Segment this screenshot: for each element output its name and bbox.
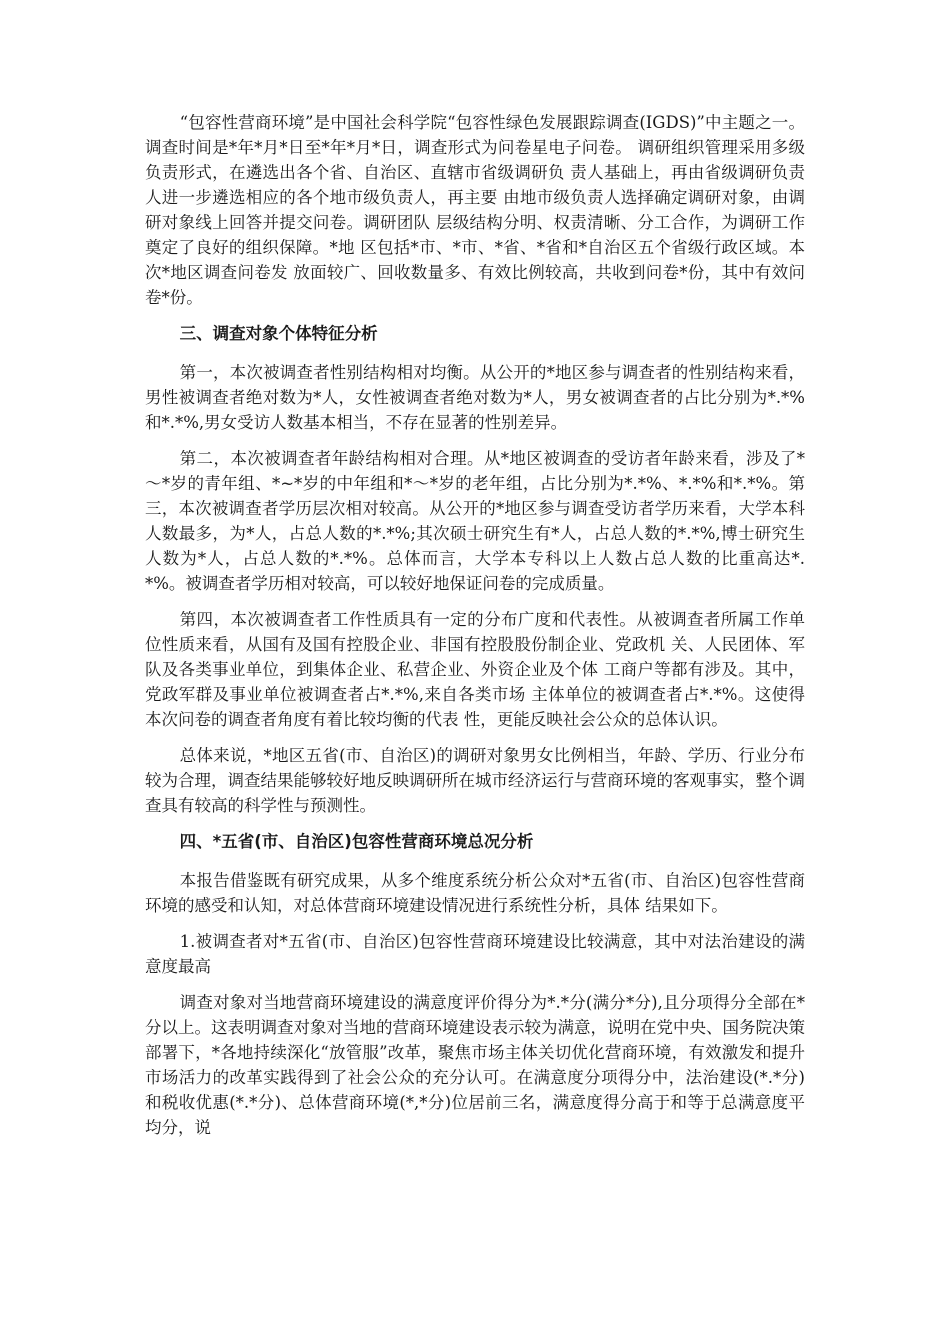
paragraph-summary: 总体来说，*地区五省(市、自治区)的调研对象男女比例相当，年龄、学历、行业分布较为合理，调查结果能够较好地反映调研所在城市经济运行与营商环境的客观事实，整个调查具有较高的科学性与预测性。 <box>145 746 805 815</box>
paragraph-age-education: 第二，本次被调查者年龄结构相对合理。从*地区被调查的受访者年龄来看，涉及了*～*岁的青年组、*~*岁的中年组和*～*岁的老年组，占比分别为*.*%、*.*%和*.*%。第三，本次被调查者学历层次相对较高。从公开的*地区参与调查受访者学历来看，大学本科人数最多，为*人，占总人数的*.*%;其次硕士研究生有*人，占总人数的*.*%,博士研究生人数为*人，占总人数的*.*%。总体而言，大学本专科以上人数占总人数的比重高达*.*%。被调查者学历相对较高，可以较好地保证问卷的完成质量。 <box>145 449 805 593</box>
paragraph-report-method: 本报告借鉴既有研究成果，从多个维度系统分析公众对*五省(市、自治区)包容性营商环境的感受和认知，对总体营商环境建设情况进行系统性分析，具体 结果如下。 <box>145 871 805 915</box>
paragraph-occupation: 第四，本次被调查者工作性质具有一定的分布广度和代表性。从被调查者所属工作单位性质来看，从国有及国有控股企业、非国有控股股份制企业、党政机 关、人民团体、军队及各类事业单位，到集体企业、私营企业、外资企业及个体 工商户等都有涉及。其中，党政军群及事业单位被调查者占*.*%,来自各类市场 主体单位的被调查者占*.*%。这使得本次问卷的调查者角度有着比较均衡的代表 性，更能反映社会公众的总体认识。 <box>145 610 805 729</box>
heading-section-4: 四、*五省(市、自治区)包容性营商环境总况分析 <box>179 832 534 851</box>
paragraph-survey-intro: “包容性营商环境”是中国社会科学院“包容性绿色发展跟踪调查(IGDS)”中主题之一。调查时间是*年*月*日至*年*月*日，调查形式为问卷星电子问卷。 调研组织管理采用多级负责形式，在遴选出各个省、自治区、直辖市省级调研负 责人基础上，再由省级调研负责人进一步遴选相应的各个地市级负责人，再主要 由地市级负责人选择确定调研对象，由调研对象线上回答并提交问卷。调研团队 层级结构分明、权责清晰、分工合作，为调研工作奠定了良好的组织保障。*地 区包括*市、*市、*省、*省和*自治区五个省级行政区域。本次*地区调查问卷发 放面较广、回收数量多、有效比例较高，共收到问卷*份，其中有效问卷*份。 <box>145 113 805 307</box>
paragraph-satisfaction-score: 调查对象对当地营商环境建设的满意度评价得分为*.*分(满分*分),且分项得分全部在*分以上。这表明调查对象对当地的营商环境建设表示较为满意，说明在党中央、国务院决策部署下，*各地持续深化“放管服”改革，聚焦市场主体关切优化营商环境，有效激发和提升市场活力的改革实践得到了社会公众的充分认可。在满意度分项得分中，法治建设(*.*分)和税收优惠(*.*分)、总体营商环境(*,*分)位居前三名，满意度得分高于和等于总满意度平均分，说 <box>145 993 805 1137</box>
subheading-satisfaction: 1.被调查者对*五省(市、自治区)包容性营商环境建设比较满意，其中对法治建设的满意度最高 <box>145 932 805 976</box>
document-page <box>145 110 805 1151</box>
paragraph-gender: 第一，本次被调查者性别结构相对均衡。从公开的*地区参与调查者的性别结构来看，男性被调查者绝对数为*人，女性被调查者绝对数为*人，男女被调查者的占比分别为*.*%和*.*%,男女受访人数基本相当，不存在显著的性别差异。 <box>145 363 805 432</box>
heading-section-3: 三、调查对象个体特征分析 <box>179 324 378 343</box>
